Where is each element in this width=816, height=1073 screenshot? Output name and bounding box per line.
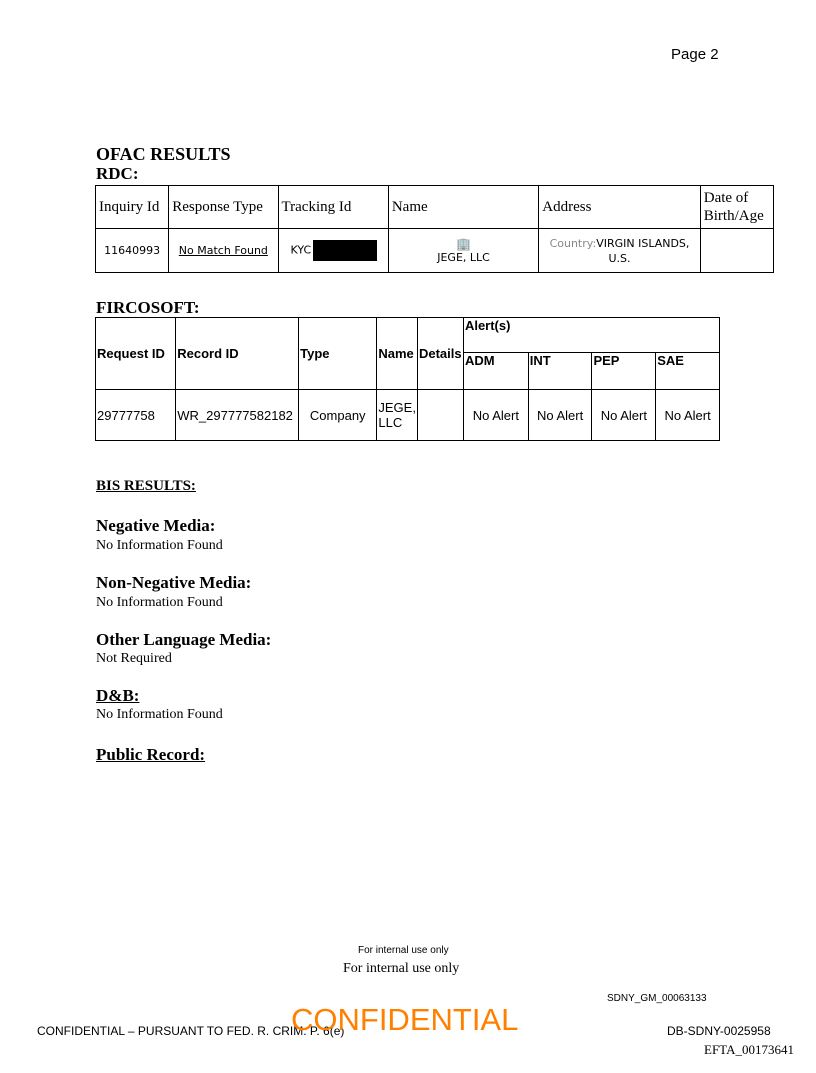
cell-address [539,229,700,273]
country-label: Country: [549,236,597,250]
fircosoft-table [95,317,720,441]
entity-name: JEGE, LLC [437,250,490,264]
header-sae: SAE [656,353,720,390]
header-alerts: Alert(s) [463,318,719,353]
internal-use-note: For internal use only [343,961,460,976]
header-address: Address [539,186,700,229]
dnb-heading: D&B: [96,686,140,705]
cell-tracking-id [278,229,388,273]
negative-media-text: No Information Found [96,538,223,553]
bis-results-heading: BIS RESULTS: [96,478,196,494]
cell-request-id: 29777758 [96,390,176,441]
rdc-result-row [96,229,774,273]
header-dob: Date of Birth/Age [700,186,773,229]
rdc-table [95,185,774,273]
dnb-text: No Information Found [96,707,223,722]
redaction-block [313,240,377,261]
cell-name: JEGE, LLC [377,390,418,441]
header-request-id: Request ID [96,318,176,390]
cell-name [388,229,538,273]
building-icon: 🏢 [456,236,472,251]
rdc-heading: RDC: [96,164,139,183]
internal-use-note-small: For internal use only [358,945,449,956]
non-negative-media-heading: Non-Negative Media: [96,573,252,592]
page-number: Page 2 [671,46,719,63]
cell-details [417,390,463,441]
header-name: Name [388,186,538,229]
header-details: Details [417,318,463,390]
negative-media-heading: Negative Media: [96,516,216,535]
confidential-notice: CONFIDENTIAL – PURSUANT TO FED. R. CRIM. P. 6(e) [37,1024,345,1038]
header-response-type: Response Type [169,186,278,229]
country-value: VIRGIN ISLANDS, U.S. [596,236,690,265]
cell-inquiry-id: 11640993 [96,229,169,273]
bates-number-bottom: DB-SDNY-0025958 [667,1024,771,1038]
cell-record-id: WR_297777582182 [176,390,299,441]
efta-number: EFTA_00173641 [704,1042,794,1057]
cell-sae: No Alert [656,390,720,441]
other-language-media-text: Not Required [96,651,172,666]
cell-response-type[interactable] [169,229,278,273]
non-negative-media-text: No Information Found [96,595,223,610]
cell-adm: No Alert [463,390,528,441]
fircosoft-heading: FIRCOSOFT: [96,298,200,317]
tracking-id-prefix: KYC [290,243,312,257]
cell-dob [700,229,773,273]
cell-int: No Alert [528,390,592,441]
confidential-stamp: CONFIDENTIAL [291,1002,519,1037]
header-inquiry-id: Inquiry Id [96,186,169,229]
firco-header-row-1 [96,318,720,353]
public-record-heading: Public Record: [96,745,206,764]
header-type: Type [299,318,377,390]
cell-type: Company [299,390,377,441]
header-int: INT [528,353,592,390]
header-record-id: Record ID [176,318,299,390]
response-type-link[interactable]: No Match Found [178,244,268,257]
cell-pep: No Alert [592,390,656,441]
bates-number-top: SDNY_GM_00063133 [607,993,707,1004]
header-adm: ADM [463,353,528,390]
header-name: Name [377,318,418,390]
header-tracking-id: Tracking Id [278,186,388,229]
other-language-media-heading: Other Language Media: [96,630,272,649]
firco-result-row [96,390,720,441]
ofac-results-heading: OFAC RESULTS [96,144,231,164]
header-pep: PEP [592,353,656,390]
rdc-header-row [96,186,774,229]
